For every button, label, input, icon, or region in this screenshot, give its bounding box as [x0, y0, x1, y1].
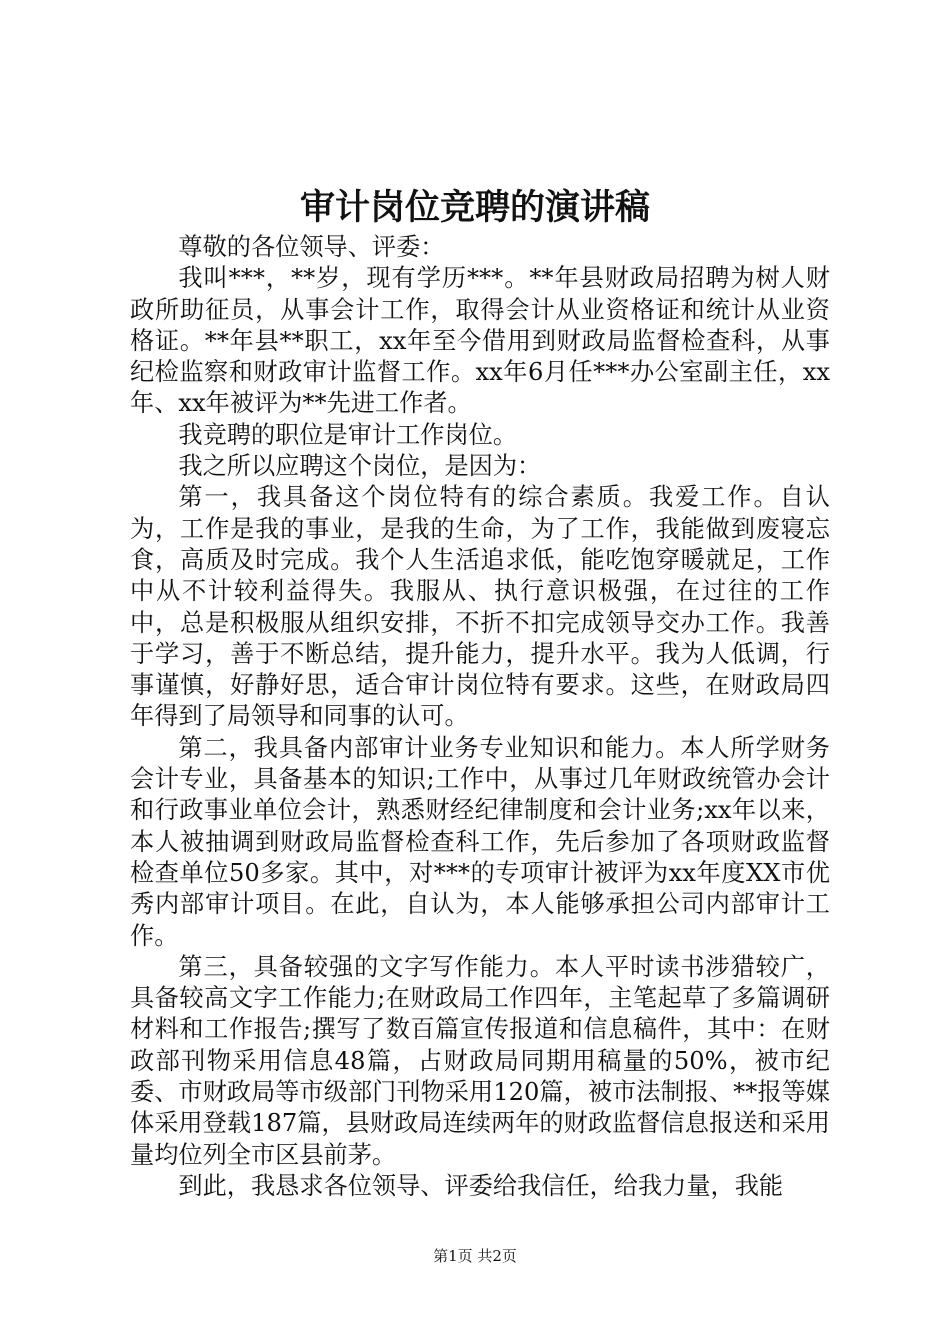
first-reason-paragraph: 第一，我具备这个岗位特有的综合素质。我爱工作。自认为，工作是我的事业，是我的生命，为了工作，我能做到废寝忘食，高质及时完成。我个人生活追求低，能吃饱穿暖就足，工作中从不计较利益得失。我服从、执行意识极强，在过往的工作中，总是积极服从组织安排，不折不扣完成领导交办工作。我善于学习，善于不断总结，提升能力，提升水平。我为人低调，行事谨慎，好静好思，适合审计岗位特有要求。这些，在财政局四年得到了局领导和同事的认可。 [130, 483, 830, 731]
reason-lead-paragraph: 我之所以应聘这个岗位，是因为： [178, 452, 542, 481]
document-body [130, 232, 830, 1202]
closing-paragraph: 到此，我恳求各位领导、评委给我信任，给我力量，我能 [178, 1171, 784, 1200]
intro-paragraph: 我叫***，**岁，现有学历***。**年县财政局招聘为树人财政所助征员，从事会计工作，取得会计从业资格证和统计从业资格证。**年县**职工，xx年至今借用到财政局监督检查科，从事纪检监察和财政审计监督工作。xx年6月任***办公室副主任，xx年、xx年被评为**先进工作者。 [130, 264, 830, 418]
position-paragraph: 我竞聘的职位是审计工作岗位。 [178, 420, 518, 449]
second-reason-paragraph: 第二，我具备内部审计业务专业知识和能力。本人所学财务会计专业，具备基本的知识;工作中，从事过几年财政统管办会计和行政事业单位会计，熟悉财经纪律制度和会计业务;xx年以来，本人被抽调到财政局监督检查科工作，先后参加了各项财政监督检查单位50多家。其中，对***的专项审计被评为xx年度XX市优秀内部审计项目。在此，自认为，本人能够承担公司内部审计工作。 [130, 733, 830, 950]
document-title: 审计岗位竞聘的演讲稿 [299, 187, 650, 228]
salutation-paragraph: 尊敬的各位领导、评委： [178, 233, 445, 261]
third-reason-paragraph: 第三，具备较强的文字写作能力。本人平时读书涉猎较广，具备较高文字工作能力;在财政局工作四年，主笔起草了多篇调研材料和工作报告;撰写了数百篇宣传报道和信息稿件，其中：在财政部刊物采用信息48篇，占财政局同期用稿量的50%，被市纪委、市财政局等市级部门刊物采用120篇，被市法制报、**报等媒体采用登载187篇，县财政局连续两年的财政监督信息报送和采用量均位列全市区县前茅。 [130, 952, 830, 1169]
page-footer: 第1页 共2页 [433, 1247, 517, 1265]
